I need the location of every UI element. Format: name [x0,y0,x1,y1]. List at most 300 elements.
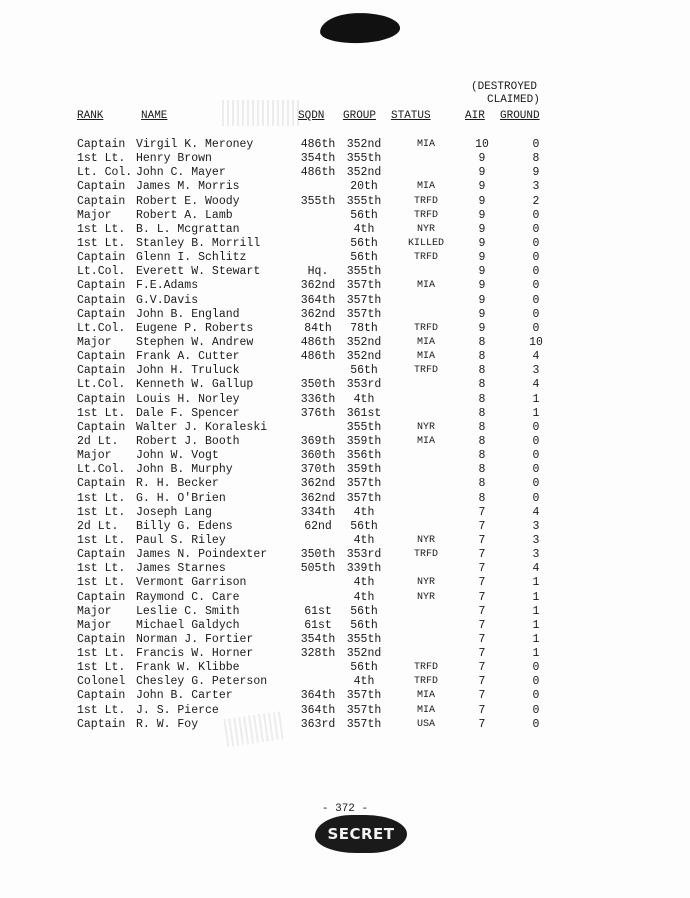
cell-group: 357th [346,307,382,321]
cell-status: NYR [416,591,435,603]
cell-air: 7 [478,703,486,717]
cell-group: 4th [353,533,375,547]
secret-stamp [315,815,407,853]
cell-ground: 0 [532,321,540,335]
cell-rank: Lt. Col. [77,166,133,180]
cell-name: John C. Mayer [136,166,226,180]
cell-group: 56th [350,604,378,618]
table-row [0,138,690,152]
cell-group: 56th [350,519,378,533]
cell-air: 8 [478,434,486,448]
cell-name: R. W. Foy [136,717,199,731]
cell-rank: Captain [77,548,126,562]
header-status: STATUS [391,110,431,122]
cell-name: G. H. O'Brien [136,491,226,505]
table-row [0,251,690,265]
cell-air: 8 [478,378,486,392]
cell-ground: 0 [532,265,540,279]
table-row [0,435,690,449]
cell-group: 4th [353,675,375,689]
cell-group: 357th [346,279,382,293]
header-destroyed: (DESTROYED [471,81,538,93]
cell-name: Everett W. Stewart [136,265,261,279]
cell-sqdn: 354th [300,152,336,166]
table-row [0,647,690,661]
cell-group: 4th [353,590,375,604]
cell-group: 352nd [346,166,382,180]
cell-name: Robert E. Woody [136,194,240,208]
cell-air: 7 [478,717,486,731]
cell-ground: 1 [532,604,540,618]
cell-name: Virgil K. Meroney [136,138,254,151]
cell-sqdn: 336th [300,392,336,406]
cell-ground: 1 [532,590,540,604]
cell-name: Frank A. Cutter [136,350,240,364]
cell-ground: 0 [532,703,540,717]
cell-air: 9 [478,180,486,194]
cell-status: MIA [416,181,435,193]
cell-rank: 1st Lt. [77,647,126,661]
cell-rank: 2d Lt. [77,519,119,533]
cell-air: 7 [478,576,486,590]
cell-rank: Captain [77,293,126,307]
cell-air: 8 [478,406,486,420]
table-row [0,279,690,293]
table-row [0,492,690,506]
ink-smudge [222,100,302,126]
table-row [0,633,690,647]
cell-status: NYR [416,577,435,589]
cell-name: Walter J. Koraleski [136,420,268,434]
cell-rank: Captain [77,420,126,434]
cell-rank: Major [77,208,112,222]
table-row [0,237,690,251]
cell-ground: 0 [532,208,540,222]
cell-status: TRFD [413,322,438,334]
cell-ground: 0 [532,717,540,731]
cell-air: 9 [478,194,486,208]
cell-name: Kenneth W. Gallup [136,378,254,392]
cell-sqdn: 376th [300,406,336,420]
cell-name: John B. England [136,307,240,321]
cell-sqdn: 62nd [304,519,332,533]
cell-air: 9 [478,265,486,279]
cell-name: John B. Carter [136,689,233,703]
cell-name: R. H. Becker [136,477,219,491]
cell-name: Paul S. Riley [136,533,226,547]
table-row [0,364,690,378]
cell-name: Louis H. Norley [136,392,240,406]
cell-group: 339th [346,562,382,576]
cell-group: 357th [346,717,382,731]
cell-group: 4th [353,392,375,406]
cell-sqdn: Hq. [307,265,329,279]
cell-name: Eugene P. Roberts [136,321,254,335]
cell-sqdn: 362nd [300,491,336,505]
cell-status: TRFD [413,209,438,221]
cell-ground: 3 [532,548,540,562]
cell-rank: Captain [77,251,126,265]
cell-group: 357th [346,491,382,505]
classification-label: SECRET [327,825,395,843]
cell-group: 4th [353,222,375,236]
table-row [0,591,690,605]
cell-ground: 2 [532,194,540,208]
cell-ground: 1 [532,392,540,406]
table-row [0,704,690,718]
cell-sqdn: 61st [304,618,332,632]
cell-rank: 1st Lt. [77,505,126,519]
cell-name: Leslie C. Smith [136,604,240,618]
table-row [0,209,690,223]
cell-rank: 1st Lt. [77,222,126,236]
cell-sqdn: 370th [300,463,336,477]
cell-sqdn: 350th [300,378,336,392]
cell-name: Norman J. Fortier [136,632,254,646]
cell-rank: Captain [77,194,126,208]
cell-status: NYR [416,421,435,433]
cell-sqdn: 334th [300,505,336,519]
cell-status: MIA [416,704,435,716]
cell-rank: 1st Lt. [77,491,126,505]
cell-ground: 0 [532,251,540,265]
cell-name: B. L. Mcgrattan [136,222,240,236]
cell-sqdn: 350th [300,548,336,562]
table-row [0,548,690,562]
cell-rank: Captain [77,307,126,321]
table-row [0,421,690,435]
redaction-mark [320,12,401,45]
table-row [0,576,690,590]
cell-air: 7 [478,604,486,618]
cell-group: 359th [346,463,382,477]
cell-sqdn: 486th [300,138,336,151]
cell-sqdn: 355th [300,194,336,208]
cell-group: 352nd [346,350,382,364]
header-group: GROUP [343,110,377,122]
table-row [0,661,690,675]
cell-name: Stephen W. Andrew [136,335,254,349]
cell-group: 357th [346,703,382,717]
table-row [0,393,690,407]
table-row [0,223,690,237]
cell-air: 7 [478,562,486,576]
table-row [0,350,690,364]
cell-air: 9 [478,208,486,222]
table-row [0,562,690,576]
header-claimed: CLAIMED) [487,94,540,106]
cell-rank: 1st Lt. [77,661,126,675]
header-rank: RANK [77,110,104,122]
cell-ground: 0 [532,449,540,463]
table-row [0,605,690,619]
cell-rank: Captain [77,717,126,731]
cell-sqdn: 364th [300,703,336,717]
cell-group: 357th [346,477,382,491]
cell-name: F.E.Adams [136,279,199,293]
cell-sqdn: 505th [300,562,336,576]
cell-group: 355th [346,194,382,208]
cell-rank: Captain [77,632,126,646]
cell-sqdn: 486th [300,166,336,180]
cell-air: 7 [478,519,486,533]
cell-air: 7 [478,533,486,547]
cell-status: TRFD [413,365,438,377]
cell-ground: 10 [529,335,543,349]
cell-name: Henry Brown [136,152,212,166]
cell-rank: Captain [77,180,126,194]
cell-name: James M. Morris [136,180,240,194]
cell-status: TRFD [413,195,438,207]
cell-air: 7 [478,689,486,703]
cell-rank: Captain [77,392,126,406]
header-sqdn: SQDN [298,110,325,122]
cell-rank: Captain [77,689,126,703]
cell-name: Stanley B. Morrill [136,236,261,250]
cell-sqdn: 354th [300,632,336,646]
cell-rank: 1st Lt. [77,703,126,717]
cell-ground: 0 [532,675,540,689]
cell-name: John H. Truluck [136,364,240,378]
table-row [0,195,690,209]
cell-name: Vermont Garrison [136,576,247,590]
table-row [0,449,690,463]
cell-sqdn: 362nd [300,279,336,293]
cell-group: 352nd [346,647,382,661]
cell-group: 356th [346,449,382,463]
cell-status: NYR [416,223,435,235]
cell-status: MIA [416,351,435,363]
header-name: NAME [141,110,168,122]
table-row [0,378,690,392]
cell-air: 8 [478,477,486,491]
header-ground: GROUND [500,110,540,122]
table-row [0,534,690,548]
cell-ground: 0 [532,293,540,307]
cell-sqdn: 362nd [300,307,336,321]
table-row [0,463,690,477]
cell-air: 9 [478,251,486,265]
cell-ground: 0 [532,138,540,151]
cell-ground: 4 [532,350,540,364]
cell-ground: 0 [532,279,540,293]
cell-ground: 0 [532,661,540,675]
table-row [0,407,690,421]
cell-air: 8 [478,420,486,434]
cell-name: John B. Murphy [136,463,233,477]
cell-group: 357th [346,689,382,703]
cell-rank: 1st Lt. [77,576,126,590]
cell-sqdn: 364th [300,293,336,307]
cell-ground: 0 [532,463,540,477]
cell-air: 8 [478,449,486,463]
cell-air: 7 [478,618,486,632]
cell-group: 352nd [346,335,382,349]
cell-status: MIA [416,690,435,702]
cell-air: 8 [478,491,486,505]
cell-sqdn: 363rd [300,717,336,731]
cell-status: MIA [416,280,435,292]
cell-ground: 1 [532,632,540,646]
cell-group: 56th [350,236,378,250]
cell-rank: Major [77,618,112,632]
cell-air: 9 [478,293,486,307]
cell-rank: Captain [77,364,126,378]
cell-name: Joseph Lang [136,505,212,519]
cell-name: James N. Poindexter [136,548,268,562]
cell-group: 357th [346,293,382,307]
cell-status: MIA [416,435,435,447]
cell-ground: 3 [532,180,540,194]
cell-rank: 1st Lt. [77,533,126,547]
cell-air: 8 [478,463,486,477]
cell-group: 78th [350,321,378,335]
cell-sqdn: 84th [304,321,332,335]
cell-status: KILLED [407,237,444,249]
cell-rank: Captain [77,590,126,604]
table-row [0,619,690,633]
table-row [0,294,690,308]
table-row [0,265,690,279]
cell-name: Glenn I. Schlitz [136,251,247,265]
cell-status: MIA [416,336,435,348]
cell-name: Michael Galdych [136,618,240,632]
table-row [0,477,690,491]
cell-name: G.V.Davis [136,293,199,307]
table-row [0,520,690,534]
cell-air: 7 [478,661,486,675]
cell-group: 56th [350,208,378,222]
table-row [0,675,690,689]
cell-rank: Major [77,335,112,349]
cell-air: 7 [478,548,486,562]
cell-rank: Captain [77,350,126,364]
cell-name: Robert J. Booth [136,434,240,448]
cell-sqdn: 61st [304,604,332,618]
cell-rank: Colonel [77,675,126,689]
cell-group: 56th [350,618,378,632]
cell-group: 355th [346,265,382,279]
cell-air: 9 [478,307,486,321]
cell-ground: 4 [532,378,540,392]
cell-group: 4th [353,505,375,519]
cell-rank: 1st Lt. [77,562,126,576]
cell-sqdn: 486th [300,350,336,364]
cell-ground: 0 [532,222,540,236]
cell-group: 361st [346,406,382,420]
table-row [0,336,690,350]
table-row [0,308,690,322]
cell-sqdn: 486th [300,335,336,349]
cell-air: 9 [478,321,486,335]
table-row [0,180,690,194]
cell-air: 7 [478,675,486,689]
cell-rank: Lt.Col. [77,321,126,335]
cell-ground: 1 [532,406,540,420]
cell-ground: 4 [532,562,540,576]
cell-air: 8 [478,350,486,364]
cell-air: 9 [478,166,486,180]
table-row [0,718,690,732]
cell-name: Francis W. Horner [136,647,254,661]
cell-ground: 4 [532,505,540,519]
cell-rank: Captain [77,279,126,293]
cell-ground: 0 [532,491,540,505]
cell-air: 7 [478,505,486,519]
cell-name: John W. Vogt [136,449,219,463]
cell-sqdn: 369th [300,434,336,448]
cell-status: USA [416,718,435,730]
cell-air: 8 [478,335,486,349]
cell-rank: 1st Lt. [77,406,126,420]
cell-rank: 1st Lt. [77,152,126,166]
cell-status: TRFD [413,252,438,264]
cell-status: MIA [416,139,435,150]
cell-group: 56th [350,364,378,378]
cell-group: 4th [353,576,375,590]
cell-ground: 0 [532,434,540,448]
cell-rank: Lt.Col. [77,378,126,392]
cell-group: 20th [350,180,378,194]
cell-group: 56th [350,251,378,265]
cell-rank: 1st Lt. [77,236,126,250]
cell-rank: Lt.Col. [77,463,126,477]
cell-ground: 1 [532,647,540,661]
cell-rank: Major [77,604,112,618]
pilot-table [0,138,690,732]
cell-air: 8 [478,364,486,378]
cell-ground: 0 [532,477,540,491]
cell-group: 56th [350,661,378,675]
cell-group: 355th [346,420,382,434]
cell-status: NYR [416,534,435,546]
cell-name: James Starnes [136,562,226,576]
cell-group: 355th [346,152,382,166]
table-row [0,166,690,180]
cell-air: 9 [478,236,486,250]
cell-air: 7 [478,590,486,604]
cell-ground: 3 [532,533,540,547]
page-number: - 372 - [321,803,369,815]
table-row [0,152,690,166]
cell-name: J. S. Pierce [136,703,219,717]
cell-name: Billy G. Edens [136,519,233,533]
cell-air: 7 [478,647,486,661]
cell-group: 359th [346,434,382,448]
cell-group: 353rd [346,548,382,562]
cell-rank: Major [77,449,112,463]
cell-name: Dale F. Spencer [136,406,240,420]
cell-ground: 0 [532,420,540,434]
cell-ground: 8 [532,152,540,166]
table-row [0,506,690,520]
cell-status: TRFD [413,676,438,688]
cell-air: 7 [478,632,486,646]
cell-sqdn: 360th [300,449,336,463]
cell-group: 353rd [346,378,382,392]
cell-status: TRFD [413,662,438,674]
cell-sqdn: 328th [300,647,336,661]
cell-rank: Captain [77,138,126,151]
cell-name: Chesley G. Peterson [136,675,268,689]
table-row [0,322,690,336]
cell-rank: Captain [77,477,126,491]
cell-air: 10 [475,138,489,151]
cell-rank: Lt.Col. [77,265,126,279]
cell-air: 8 [478,392,486,406]
cell-name: Frank W. Klibbe [136,661,240,675]
cell-air: 9 [478,152,486,166]
